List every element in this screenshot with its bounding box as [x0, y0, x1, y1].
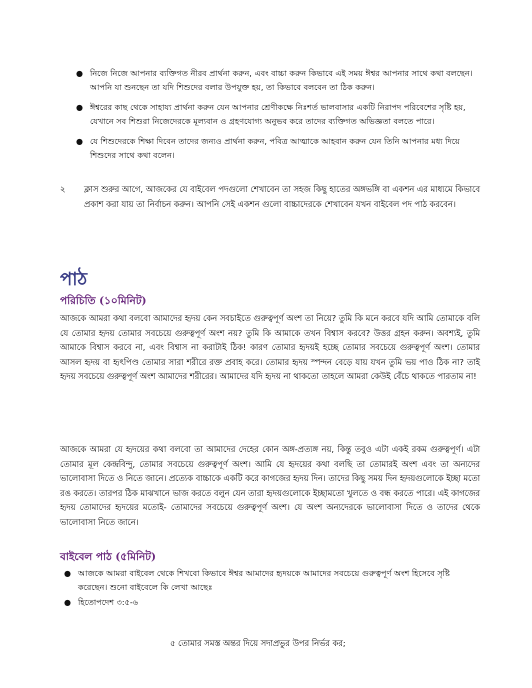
bullet-icon: ● [64, 569, 71, 578]
intro-heading: পরিচিতি (১০মিনিট) [60, 295, 147, 307]
list-item: ● যে শিশুদেরকে শিক্ষা দিবেন তাদের জন্যও প্রার্থনা করুন, পবিত্র আত্মাকে আহবান করুন যেন তিনি আপনার মধ্য দিয়ে শিশুদের সাথে কথা বলেন। [76, 136, 460, 160]
bullet-icon: ● [76, 103, 83, 112]
list-item: ● আজকে আমরা বাইবেল থেকে শিখবো কিভাবে ঈশ্বর আমাদের হৃদয়কে আমাদের সবচেয়ে গুরুত্বপূর্ণ অংশ হিসেবে সৃষ্টি করেছেন। শুনো বাইবেলে কি লেখা আছেঃ [64, 568, 450, 592]
verse-text: ৫ তোমার সমস্ত অন্তর দিয়ে সদাপ্রভুর উপর নির্ভর কর; [170, 638, 346, 648]
step-paragraph: ক্লাস শুরুর আগে, আজকের যে বাইবেল পদগুলো শেখাবেন তা সহজ কিছু হাতের অঙ্গভঙ্গি বা একশন এর মাধ্যমে কিভাবে প্রকাশ করা যায় তা নির্বাচন করুন। আপনি সেই একশন গুলো বাচ্চাদেরকে শেখাবেন যখন বাইবেল পদ পাঠ করবেন। [84, 184, 480, 209]
list-item: ● নিজে নিজে আপনার ব্যক্তিগত নীরব প্রার্থনা করুন, এবং বাচ্চা করুন কিভাবে এই সময় ঈশ্বর আপনার সাথে কথা বলছেন। আপনি যা শুনছেন তা যদি শিশুদের বলার উপযুক্ত হয়, তা কিভাবে বলবেন তা ঠিক করুন। [76, 68, 473, 92]
step-number: ২ [60, 184, 66, 194]
list-item: ● ঈশ্বরের কাছ থেকে সাহায্য প্রার্থনা করুন যেন আপনার শ্রেণীকক্ষে নিঃশর্ত ভালবাসার একটি নিরাপদ পরিবেশের সৃষ্টি হয়, যেখানে সব শিশুরা নিজেদেরকে মূল্যবান ও গ্রহণযোগ্য অনুভব করে তাদের ব্যক্তিগত অভিজ্ঞতা বলতে পারে। [76, 102, 466, 126]
list-item: ● হিতোপদেশ ৩:৫-৬ [64, 596, 480, 610]
preparation-bullet-list [76, 67, 474, 169]
bullet-icon: ● [64, 598, 71, 607]
intro-paragraph: আজকে আমরা কথা বলবো আমাদের হৃদয় কেন সবচাইতে গুরুত্বপূর্ণ অংশ তা নিয়ে? তুমি কি মনে করবে যদি আমি তোমাকে বলি যে তোমার হৃদয় তোমার সবচেয়ে গুরুত্বপূর্ণ অংশ নয়? তুমি কি আমাকে তখন বিশ্বাস করবে? উত্তর গ্রহন করুন। অবশ্যই, তুমি আমাকে বিশ্বাস করবে না, এবং বিশ্বাস না করাটাই ঠিক! কারণ তোমার হৃদয়ই হচ্ছে তোমার সবচেয়ে গুরুত্বপূর্ণ অংশ। তোমার আসল হৃদয় বা হৃৎপিণ্ড তোমার সারা শরীরে রক্ত প্রবাহ করে। তোমার হৃদয় স্পন্দন বেড়ে যায় যখন তুমি ভয় পাও ঠিক না? তাই হৃদয় সবচেয়ে গুরুত্বপূর্ণ অংশ আমাদের শরীরের। আমাদের যদি হৃদয় না থাকতো তাহলে আমরা কেউই বেঁচে থাকতে পারতাম না! [60, 313, 480, 382]
bullet-icon: ● [76, 137, 83, 146]
bible-heading: বাইবেল পাঠ (৫মিনিট) [60, 551, 156, 563]
bullet-icon: ● [76, 69, 83, 78]
lesson-heading: পাঠ [60, 269, 88, 290]
bible-bullet-list [64, 567, 480, 612]
intro-paragraph: আজকে আমরা যে হৃদয়ের কথা বলবো তা আমাদের দেহের কোন অঙ্গ-প্রত্যঙ্গ নয়, কিন্তু তবুও এটা একই রকম গুরুত্বপূর্ণ। এটা তোমার মূল কেন্দ্রবিন্দু, তোমার সবচেয়ে গুরুত্বপূর্ণ অংশ। আমি যে হৃদয়ের কথা বলছি তা তোমারই অংশ এবং তা অন্যদের ভালোবাসা দিতে ও নিতে জানে। প্রত্যেক বাচ্চাকে একটি করে কাগজের হৃদয় দিন। তাদের কিছু সময় দিন হৃদয়গুলোকে ইচ্ছা মতো রঙ করতে। তারপর ঠিক মাঝখানে ভাজ করতে বলুন যেন তারা হৃদয়গুলোকে ইচ্ছামতো খুলতে ও বন্ধ করতে পারে। এই কাগজের হৃদয় তোমাদের হৃদয়ের মতোই- তোমাদের সবচেয়ে গুরুত্বপূর্ণ অংশ। যে অংশ অন্যদেরকে ভালোবাসা দিতে ও তাদের থেকে ভালোবাসা নিতে জানে। [60, 444, 481, 527]
